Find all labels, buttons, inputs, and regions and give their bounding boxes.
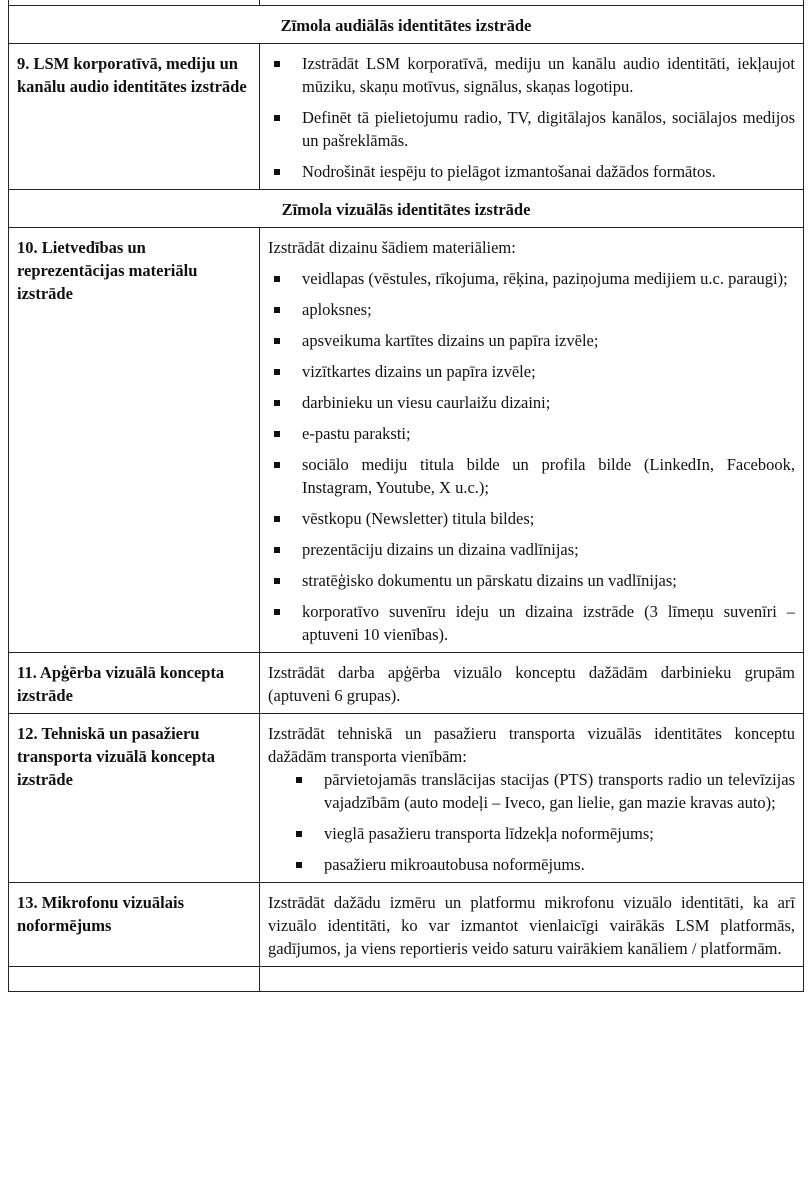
list-item: pasažieru mikroautobusa noformējums. xyxy=(290,853,795,876)
list-item: Izstrādāt LSM korporatīvā, mediju un kanālu audio identitāti, iekļaujot mūziku, skaņu motīvus, signālus, skaņas logotipu. xyxy=(268,52,795,98)
list-item: e-pastu paraksti; xyxy=(268,422,795,445)
row-content xyxy=(260,44,804,190)
list-item: veidlapas (vēstules, rīkojuma, rēķina, paziņojuma medijiem u.c. paraugi); xyxy=(268,267,795,290)
bullet-list xyxy=(268,52,795,183)
list-item: vieglā pasažieru transporta līdzekļa noformējums; xyxy=(290,822,795,845)
list-item: Definēt tā pielietojumu radio, TV, digitālajos kanālos, sociālajos medijos un pašreklāmās. xyxy=(268,106,795,152)
list-item: prezentāciju dizains un dizaina vadlīnijas; xyxy=(268,538,795,561)
requirements-table xyxy=(8,0,804,992)
row-label: 11. Apģērba vizuālā koncepta izstrāde xyxy=(9,653,260,714)
section-heading-row xyxy=(9,6,804,44)
bottom-cut-row xyxy=(9,967,804,992)
table-row xyxy=(9,228,804,653)
table-row xyxy=(9,44,804,190)
section-heading-visual: Zīmola vizuālās identitātes izstrāde xyxy=(9,190,804,228)
list-item: vizītkartes dizains un papīra izvēle; xyxy=(268,360,795,383)
list-item: vēstkopu (Newsletter) titula bildes; xyxy=(268,507,795,530)
row-label: 9. LSM korporatīvā, mediju un kanālu audio identitātes izstrāde xyxy=(9,44,260,190)
table-row xyxy=(9,653,804,714)
bullet-list xyxy=(268,768,795,876)
row-label: 12. Tehniskā un pasažieru transporta vizuālā koncepta izstrāde xyxy=(9,714,260,883)
table-row xyxy=(9,714,804,883)
row-content xyxy=(260,653,804,714)
row-intro: Izstrādāt dizainu šādiem materiāliem: xyxy=(268,238,516,257)
section-heading-audio: Zīmola audiālās identitātes izstrāde xyxy=(9,6,804,44)
list-item: aploksnes; xyxy=(268,298,795,321)
list-item: stratēģisko dokumentu un pārskatu dizains un vadlīnijas; xyxy=(268,569,795,592)
row-content xyxy=(260,883,804,967)
row-label: 13. Mikrofonu vizuālais noformējums xyxy=(9,883,260,967)
list-item: sociālo mediju titula bilde un profila bilde (LinkedIn, Facebook, Instagram, Youtube, X u.c.); xyxy=(268,453,795,499)
list-item: pārvietojamās translācijas stacijas (PTS) transports radio un televīzijas vajadzībām (auto modeļi – Iveco, gan lielie, gan mazie kravas auto); xyxy=(290,768,795,814)
list-item: korporatīvo suvenīru ideju un dizaina izstrāde (3 līmeņu suvenīri – aptuveni 10 vienības). xyxy=(268,600,795,646)
row-text: Izstrādāt dažādu izmēru un platformu mikrofonu vizuālo identitāti, ka arī vizuālo identitāti, ko var izmantot vienlaicīgi vairākās LSM platformās, gadījumos, ja viens reportieris veido saturu vairākiem kanāliem / platformām. xyxy=(268,893,795,958)
section-heading-row xyxy=(9,190,804,228)
list-item: darbinieku un viesu caurlaižu dizaini; xyxy=(268,391,795,414)
table-row xyxy=(9,883,804,967)
list-item: Nodrošināt iespēju to pielāgot izmantošanai dažādos formātos. xyxy=(268,160,795,183)
row-label: 10. Lietvedības un reprezentācijas materiālu izstrāde xyxy=(9,228,260,653)
row-content xyxy=(260,714,804,883)
bullet-list xyxy=(268,267,795,646)
row-content xyxy=(260,228,804,653)
row-intro: Izstrādāt tehniskā un pasažieru transporta vizuālās identitātes konceptu dažādām transporta vienībām: xyxy=(268,724,795,766)
list-item: apsveikuma kartītes dizains un papīra izvēle; xyxy=(268,329,795,352)
row-text: Izstrādāt darba apģērba vizuālo konceptu dažādām darbinieku grupām (aptuveni 6 grupas). xyxy=(268,663,795,705)
